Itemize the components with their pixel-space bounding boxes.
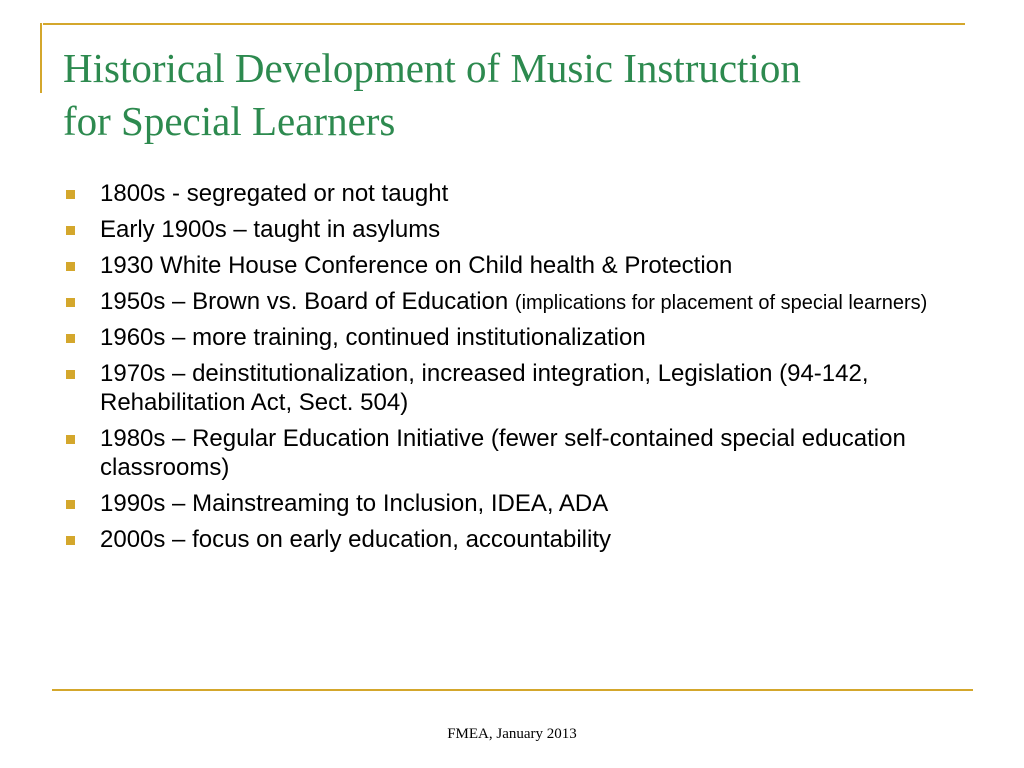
square-bullet-icon: [66, 536, 75, 545]
bullet-text: 1930 White House Conference on Child health & Protection: [100, 252, 733, 279]
bullet-note-text: (implications for placement of special learners): [514, 292, 928, 314]
bullet-list: [63, 179, 963, 561]
bullet-item-1970s: [63, 359, 963, 417]
bullet-text: 1800s - segregated or not taught: [100, 180, 449, 207]
bullet-text: 2000s – focus on early education, accountability: [100, 526, 611, 553]
bottom-accent-line: [52, 689, 973, 691]
bullet-item-1800s: [63, 179, 963, 208]
square-bullet-icon: [66, 435, 75, 444]
bullet-item-2000s: [63, 525, 963, 554]
bullet-item-1960s: [63, 323, 963, 352]
bullet-item-1950s: [63, 287, 963, 316]
square-bullet-icon: [66, 370, 75, 379]
left-accent-line: [40, 23, 42, 93]
title-line-1: Historical Development of Music Instruction: [63, 45, 801, 91]
bullet-text: 1970s – deinstitutionalization, increased integration, Legislation (94-142, Rehabilitation Act, Sect. 504): [100, 360, 869, 416]
bullet-text: 1980s – Regular Education Initiative (fewer self-contained special education classrooms): [100, 425, 906, 481]
bullet-text: Early 1900s – taught in asylums: [100, 216, 441, 243]
bullet-text: 1990s – Mainstreaming to Inclusion, IDEA, ADA: [100, 490, 609, 517]
bullet-item-1990s: [63, 489, 963, 518]
slide-footer: FMEA, January 2013: [447, 726, 577, 742]
square-bullet-icon: [66, 262, 75, 271]
square-bullet-icon: [66, 500, 75, 509]
square-bullet-icon: [66, 190, 75, 199]
slide-title: [63, 42, 963, 148]
bullet-main-text: 1950s – Brown vs. Board of Education: [100, 288, 515, 315]
top-accent-line: [43, 23, 965, 25]
bullet-text-with-note: [100, 287, 963, 316]
bullet-text: 1960s – more training, continued institutionalization: [100, 324, 646, 351]
square-bullet-icon: [66, 334, 75, 343]
bullet-item-1980s: [63, 424, 963, 482]
title-line-2: for Special Learners: [63, 98, 396, 144]
square-bullet-icon: [66, 226, 75, 235]
bullet-item-1930: [63, 251, 963, 280]
square-bullet-icon: [66, 298, 75, 307]
bullet-item-early-1900s: [63, 215, 963, 244]
